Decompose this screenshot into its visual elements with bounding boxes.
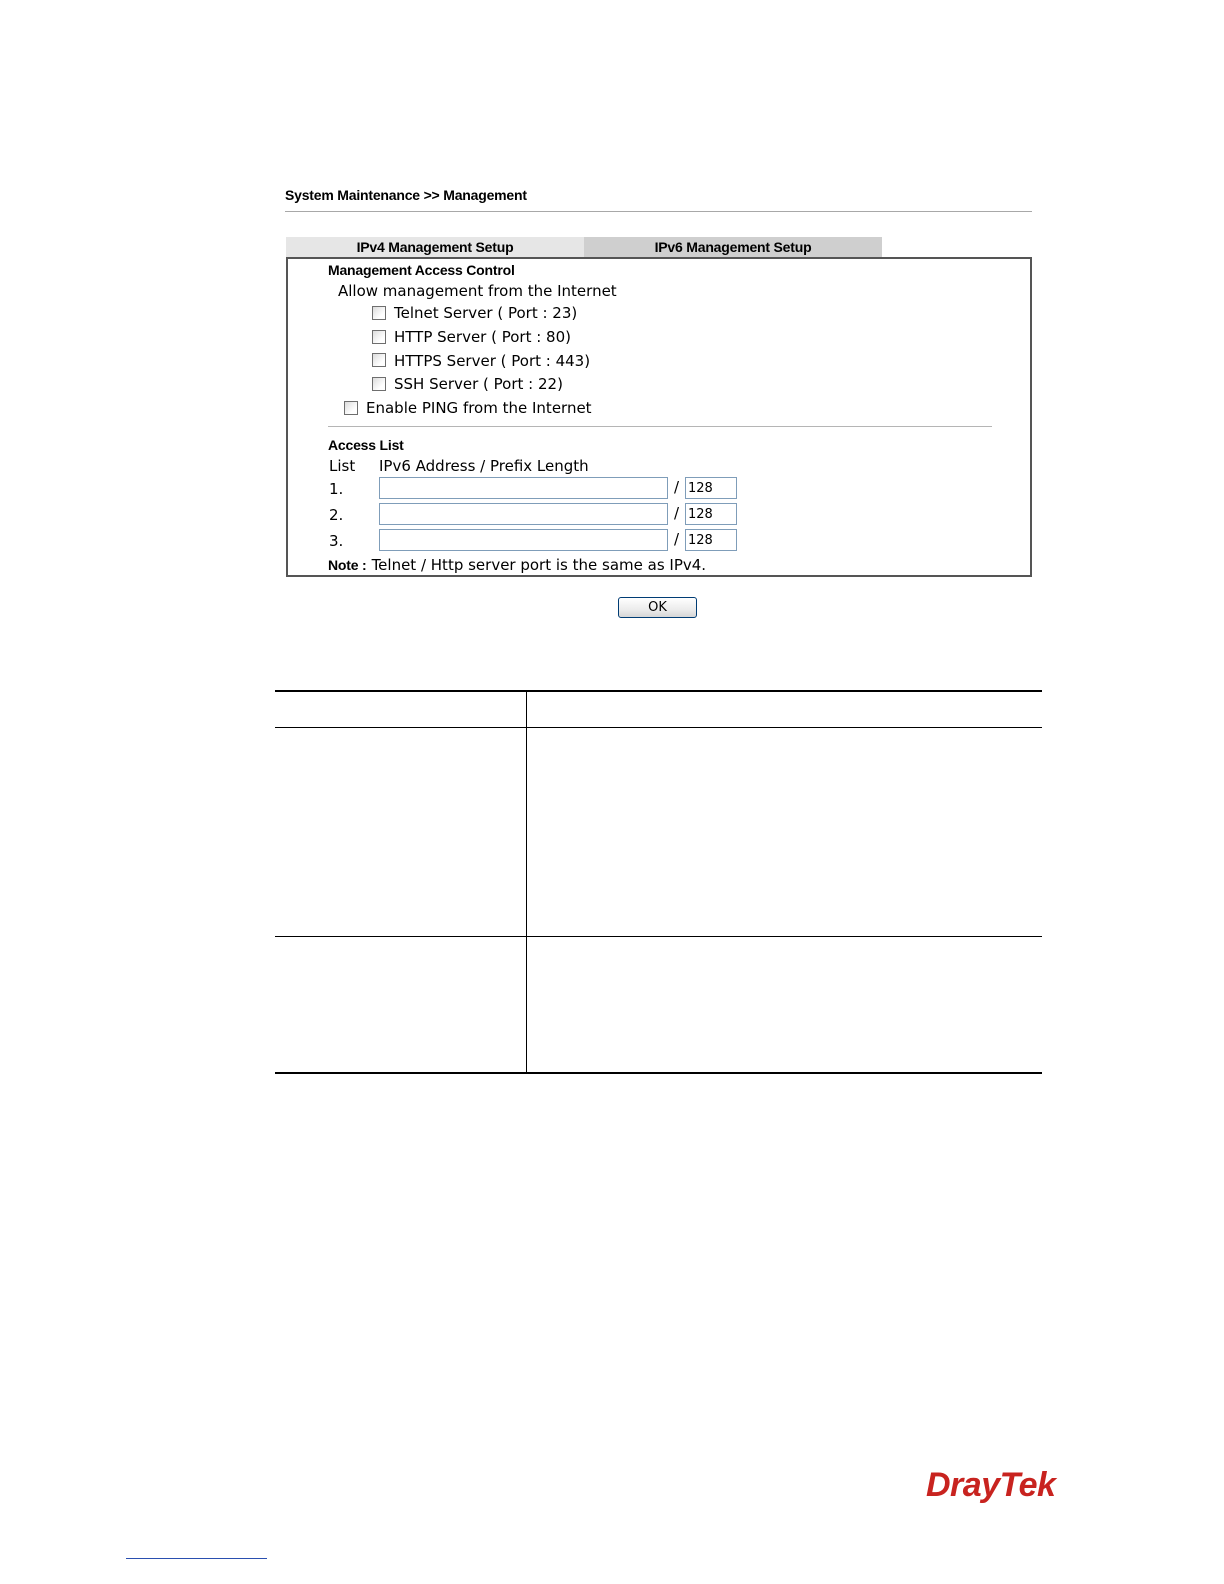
table-bottom-border	[275, 1072, 1042, 1074]
tab-bar	[286, 237, 882, 257]
access-list-row-index: 1.	[329, 480, 344, 498]
section-divider	[328, 426, 992, 427]
list-column-header: List	[329, 457, 356, 475]
ssh-server-label: SSH Server ( Port : 22)	[394, 375, 563, 393]
draytek-logo: DrayTek	[926, 1466, 1056, 1504]
note-text: Telnet / Http server port is the same as IPv4.	[371, 556, 707, 574]
table-header-separator	[275, 727, 1042, 728]
tab-ipv6-management-setup[interactable]: IPv6 Management Setup	[584, 237, 882, 257]
table-row-separator	[275, 936, 1042, 937]
enable-ping-checkbox[interactable]	[344, 401, 358, 415]
ipv6-address-input-3[interactable]	[379, 529, 668, 551]
enable-ping-label: Enable PING from the Internet	[366, 399, 592, 417]
https-server-label: HTTPS Server ( Port : 443)	[394, 352, 591, 370]
breadcrumb: System Maintenance >> Management	[285, 187, 527, 203]
telnet-server-label: Telnet Server ( Port : 23)	[394, 304, 578, 322]
table-column-divider	[526, 690, 527, 1074]
prefix-separator: /	[674, 504, 680, 522]
allow-management-label: Allow management from the Internet	[338, 282, 617, 300]
tab-ipv4-management-setup[interactable]: IPv4 Management Setup	[286, 237, 584, 257]
footer-rule	[126, 1558, 267, 1559]
description-table	[275, 690, 1042, 1074]
ok-button[interactable]: OK	[618, 597, 697, 618]
access-list-row-index: 2.	[329, 506, 344, 524]
prefix-length-input-1[interactable]	[685, 477, 737, 499]
note-label: Note :	[328, 557, 367, 573]
ipv6-management-panel	[286, 257, 1032, 577]
telnet-server-checkbox[interactable]	[372, 306, 386, 320]
title-divider	[285, 211, 1032, 212]
prefix-length-input-3[interactable]	[685, 529, 737, 551]
ssh-server-checkbox[interactable]	[372, 377, 386, 391]
http-server-label: HTTP Server ( Port : 80)	[394, 328, 571, 346]
https-server-checkbox[interactable]	[372, 353, 386, 367]
prefix-separator: /	[674, 530, 680, 548]
prefix-length-input-2[interactable]	[685, 503, 737, 525]
access-list-row-index: 3.	[329, 532, 344, 550]
note-line	[328, 555, 706, 574]
ipv6-address-column-header: IPv6 Address / Prefix Length	[379, 457, 589, 475]
ipv6-address-input-1[interactable]	[379, 477, 668, 499]
access-list-heading: Access List	[328, 437, 404, 453]
http-server-checkbox[interactable]	[372, 330, 386, 344]
ipv6-address-input-2[interactable]	[379, 503, 668, 525]
management-access-control-heading: Management Access Control	[328, 262, 515, 278]
prefix-separator: /	[674, 478, 680, 496]
table-top-border	[275, 690, 1042, 692]
